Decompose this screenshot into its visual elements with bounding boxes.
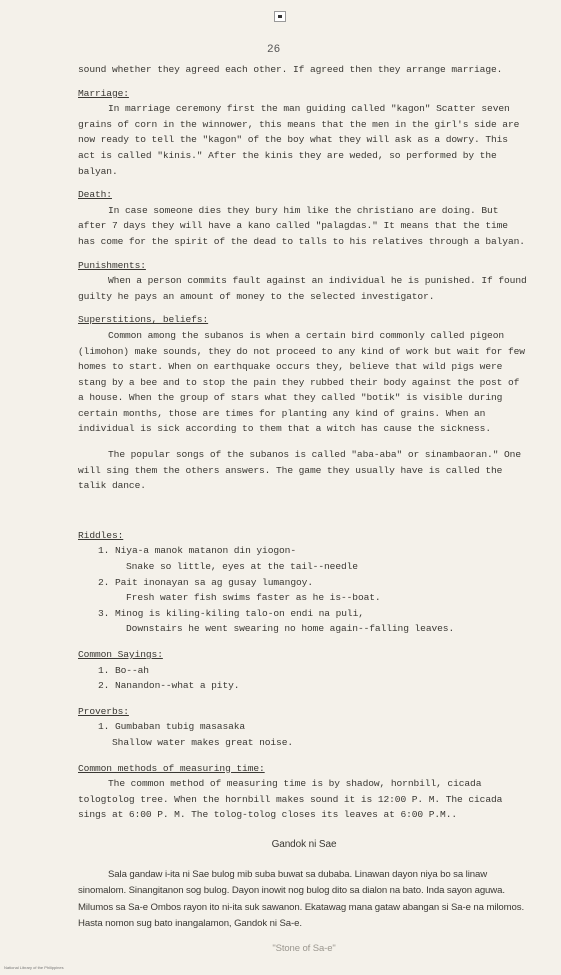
punishments-heading: Punishments: [78,259,146,271]
story-title: Gandok ni Sae [271,838,337,850]
story-text: Sala gandaw i-ita ni Sae bulog mib suba buwat sa dubaba. Linawan dayon niya bo sa linaw sinomalom. Sinangitanon sog bulog. Dayon inowit nog bulog dito sa dialon na bato. Inda sayon aguwa. Milumos sa Sa-e Ombos rayon ito ni-ita suk sawanon. Ekatawag mana gataw abangan si Sa-e na milomos. Hasta nomon sug bato inangalamon, Gandok ni Sa-e. [78,868,525,930]
sayings-list [78,663,530,694]
death-text: In case someone dies they bury him like the christiano are doing. But after 7 days they will have a kano called "palagdas." It means that the time has come for the spirit of the dead to talls to his relatives through a balyan. [78,204,525,247]
footer-credit: National Library of the Philippines [4,965,64,970]
page-number: 26 [267,44,281,56]
riddles-heading: Riddles: [78,529,124,541]
superstitions-heading: Superstitions, beliefs: [78,314,209,326]
riddle-translation: Snake so little, eyes at the tail--needle [126,561,358,573]
punishments-text: When a person commits fault against an individual he is punished. If found guilty he pays an amount of money to the selected investigator. [78,275,527,302]
proverbs-list [78,719,530,750]
riddle-line: 2. Pait inonayan sa ag gusay lumangoy. [98,576,313,588]
document-body [78,62,530,956]
time-heading: Common methods of measuring time: [78,762,265,774]
intro-text: sound whether they agreed each other. If agreed then they arrange marriage. [78,64,503,75]
saying-item: 2. Nanandon--what a pity. [98,680,240,692]
death-heading: Death: [78,189,112,201]
time-text: The common method of measuring time is by shadow, hornbill, cicada tologtolog tree. When the hornbill makes sound it is 12:00 P. M. The cicada sings at 6:00 P. M. The tolog-tolog closes its leaves at 6:00 P.M.. [78,778,503,821]
saying-item: 1. Bo--ah [98,664,149,676]
songs-text: The popular songs of the subanos is called "aba-aba" or sinambaoran." One will sing them the others answers. The game they usually have is called the talik dance. [78,449,521,492]
proverbs-heading: Proverbs: [78,705,129,717]
riddle-translation: Downstairs he went swearing no home again--falling leaves. [126,623,455,635]
story-caption: "Stone of Sa-e" [272,942,336,954]
marriage-text: In marriage ceremony first the man guiding called "kagon" Scatter seven grains of corn in the winnower, this means that the men in the girl's side are now ready to tell the "kagon" of the boy what they will ask as a dowry. This act is called "kinis." After the kinis they are weded, so performed by the balyan. [78,103,520,177]
riddles-list [78,543,530,637]
sayings-heading: Common Sayings: [78,649,163,660]
proverb-line: 1. Gumbaban tubig masasaka [98,721,246,733]
riddle-line: 1. Niya-a manok matanon din yiogon- [98,545,297,557]
proverb-translation: Shallow water makes great noise. [112,736,294,748]
riddle-line: 3. Minog is kiling-kiling talo-on endi na puli, [98,607,364,619]
top-margin-mark [274,11,286,22]
marriage-heading: Marriage: [78,87,129,99]
superstitions-text: Common among the subanos is when a certain bird commonly called pigeon (limohon) make sounds, they do not proceed to any kind of work but wait for few homes to start. When on earthquake occurs they, believe that wild pigs were stang by a bee and to stop the pain they rubbed their body against the post of a house. When the group of stars what they called "botik" is visible during certain months, those are times for planting any kind of grains. When an individual is sick according to them that a witch has cause the sickness. [78,329,525,435]
riddle-translation: Fresh water fish swims faster as he is--boat. [126,592,381,604]
